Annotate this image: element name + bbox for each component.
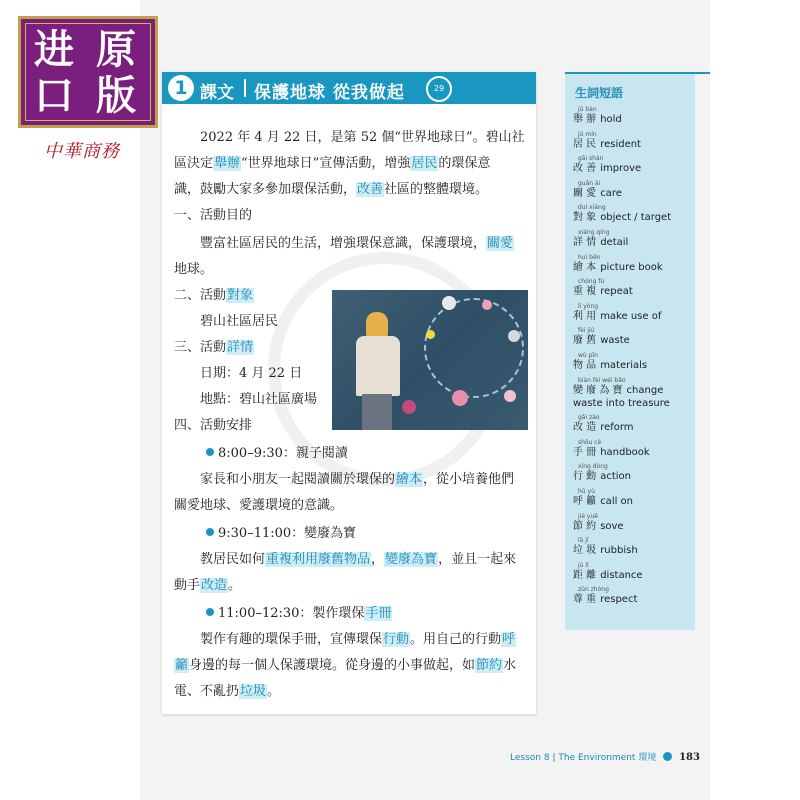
body-text-line [174,574,241,593]
body-text-line [200,548,516,567]
body-text-segment: 製作有趣的環保手冊，宣傳環保 [200,632,383,647]
vocab-chinese: 詳 情 [573,237,597,248]
vocab-highlight: 關愛 [487,236,514,251]
body-text-segment: 電、不亂扔 [174,684,240,699]
body-text-segment: 水 [503,658,517,673]
vocab-chinese: 行 動 [573,471,597,483]
vocab-entry [573,180,622,200]
vocab-line [573,334,630,347]
body-text-line [174,336,254,355]
lesson-number-badge: 1 [168,75,194,101]
vocab-highlight: 呼 [502,632,516,647]
vocab-line [573,162,641,175]
vocab-english: handbook [600,446,650,458]
vocab-entry [573,352,647,372]
body-text-segment: 的環保意 [438,156,491,171]
vocab-english: make use of [600,310,662,322]
stamp-char: 进 [34,27,74,73]
vocab-highlight: 垃圾 [240,684,267,699]
vocab-pinyin: zūn zhòng [578,586,609,594]
body-text-line [174,414,252,433]
vocab-entry [573,278,633,298]
body-text-segment: 9:30–11:00：變廢為寶 [218,526,357,541]
lesson-title: 保護地球 從我做起 [254,83,405,103]
vocab-entry [573,155,641,175]
vocab-pinyin: shǒu cè [578,438,602,446]
vocab-line [573,569,643,582]
vocab-highlight: 改造 [201,578,228,593]
body-text-line [174,152,490,171]
vocab-highlight: 繪本 [396,472,423,487]
body-text-segment: 。用自己的行動 [410,632,502,647]
bullet-dot-icon [206,448,214,456]
vocab-english: detail [600,237,629,248]
body-text-line [200,362,302,381]
body-text-line [200,310,278,329]
bullet-dot-icon [206,528,214,536]
vocab-chinese: 距 離 [573,569,597,581]
vocab-line [573,261,663,274]
vocab-chinese: 物 品 [573,360,597,371]
body-text-segment: 三、活動 [174,340,227,355]
body-text-segment: 區決定 [174,156,214,171]
vocab-entry [573,106,622,126]
body-text-segment: 日期：4 月 22 日 [200,366,303,381]
photo-object [508,330,520,342]
vocab-english: hold [600,114,622,125]
vocab-english: picture book [600,261,663,273]
schedule-item [206,602,392,621]
vocab-entry [573,131,641,151]
vocab-chinese: 居 民 [573,138,597,150]
body-text-line [174,284,254,303]
schedule-item [206,522,356,541]
body-text-segment: 。 [267,684,281,699]
vocab-line [573,384,670,397]
body-text-segment: 二、活動 [174,288,227,303]
body-text-segment: 社區的整體環境。 [384,182,489,197]
vocab-pinyin: jū mín [578,130,597,138]
vocab-highlight: 變廢為寶 [385,552,438,567]
vocab-chinese: 重 複 [573,286,597,298]
vocab-line [573,520,624,533]
vocab-highlight: 改善 [357,182,384,197]
vocab-highlight: 舉辦 [214,156,241,171]
vocab-pinyin: xiáng qíng [578,229,610,236]
body-text-segment: 8:00–9:30：親子閱讀 [218,446,348,461]
body-text-segment: 家長和小朋友一起閱讀關於環保的 [200,472,396,487]
vocab-chinese: 尊 重 [573,594,597,606]
vocab-pinyin: wù pǐn [578,352,598,359]
vocab-entry [573,562,643,582]
page-number: 183 [679,752,700,763]
vocab-pinyin: guān ài [578,179,601,187]
vocab-entry [573,377,670,410]
vocab-pinyin: chóng fù [578,278,605,286]
vocab-english: sove [600,520,624,532]
photo-object [426,330,435,339]
vocab-line [573,236,628,249]
body-text-segment: ，從小培養他們 [423,472,515,487]
vocab-pinyin: gǎi shàn [578,155,604,163]
body-text-segment: 地點：碧山社區廣場 [200,392,318,407]
vocab-entry [573,439,650,459]
schedule-item [206,442,348,461]
vocab-entry [573,463,631,483]
vocab-pinyin: xíng dòng [578,463,608,471]
vocab-english: call on [600,495,634,507]
vocab-line [573,544,638,557]
vocab-pinyin: huì běn [578,253,601,261]
vocab-entry [573,204,671,224]
body-text-line [174,654,516,673]
section-label: 課文 [200,83,234,103]
stamp-char: 原 [96,27,136,73]
vocab-english: waste [600,335,630,347]
body-text-segment: 四、活動安排 [174,418,253,433]
vocab-line [573,285,633,298]
stamp-char: 口 [34,73,74,119]
body-text-segment: 地球。 [174,262,214,277]
photo-person-legs [362,394,392,430]
vocab-line [573,211,671,224]
vocab-pinyin: jù lí [578,561,589,569]
vocab-line [573,446,650,459]
vocab-highlight: 詳情 [227,340,254,355]
vocab-chinese: 廢 舊 [573,335,597,347]
body-text-segment: 動手 [174,578,201,593]
vocab-pinyin: jǔ bàn [578,106,597,113]
vocab-chinese: 改 造 [573,422,597,434]
body-text-line [200,388,317,407]
body-text-line [174,178,488,197]
vocab-line [573,470,631,483]
vocab-english: rubbish [600,545,638,557]
body-text-segment: “世界地球日”宣傳活動，增強 [241,156,411,171]
vocab-chinese: 節 約 [573,520,597,532]
vocab-highlight: 重複利用廢舊物品 [266,552,371,567]
photo-person-head [366,312,388,338]
vocab-line [573,495,633,508]
vocab-highlight: 行動 [383,632,410,647]
body-text-segment: 豐富社區居民的生活，增強環保意識，保護環境， [200,236,487,251]
body-text-line [174,258,213,277]
body-text-segment: 教居民如何 [200,552,266,567]
audio-track-icon[interactable]: 29 [426,76,452,102]
bullet-dot-icon [206,608,214,616]
vocab-entry [573,414,634,434]
vocab-english: change [626,384,664,396]
vocab-entry [573,229,628,249]
body-text-line [200,468,514,487]
lesson-title-bar [162,72,536,104]
body-text-line [174,680,280,699]
vocab-english: materials [600,360,648,371]
vocab-highlight: 對象 [227,288,254,303]
import-original-stamp [18,16,158,128]
vocab-chinese: 改 善 [573,163,597,175]
vocab-pinyin: gǎi zào [578,414,600,422]
vocab-entry [573,327,630,347]
vocab-chinese: 利 用 [573,310,597,322]
vocab-english: repeat [600,286,633,298]
vocab-chinese: 垃 圾 [573,545,597,557]
title-divider [244,79,246,97]
body-text-segment: 關愛地球、愛護環境的意識。 [174,498,344,513]
photo-object [442,296,456,310]
vocab-chinese: 舉 辦 [573,114,597,125]
photo-object [482,300,492,310]
vocab-highlight: 手冊 [365,606,392,621]
vocab-english: distance [600,569,643,581]
vocab-highlight: 節約 [476,658,503,673]
photo-object [402,400,416,414]
vocab-entry [573,488,633,508]
vocab-pinyin: duì xiàng [578,204,606,212]
vocab-pinyin: jié yuē [578,512,598,520]
publisher-logo: 中華商務 [44,141,120,162]
vocab-pinyin: biàn fèi wéi bǎo [578,376,626,384]
photo-circle-art [424,298,524,398]
body-text-line [200,126,525,145]
body-text-line [174,204,252,223]
vocab-english: resident [600,138,641,150]
photo-object [504,390,516,402]
photo-person-body [356,336,400,396]
vocab-english: object / target [600,212,672,224]
vocab-pinyin: lā jī [578,537,589,545]
body-text-line [200,628,516,647]
footer-dot-icon [663,752,672,761]
vocab-line [573,113,622,126]
vocab-entry [573,303,661,323]
vocab-entry [573,254,663,274]
vocab-english: action [600,471,631,483]
vocabulary-panel [565,74,695,630]
vocab-entry [573,586,637,606]
vocab-chinese: 對 象 [573,212,597,224]
vocab-highlight: 籲 [175,658,189,673]
footer-lesson: Lesson 8 [510,753,550,763]
vocab-chinese: 呼 籲 [573,495,597,507]
body-text-segment: 11:00–12:30：製作環保 [218,606,365,621]
page-footer [510,750,700,763]
body-text-segment: 身邊的每一個人保護環境。從身邊的小事做起，如 [189,658,476,673]
vocab-pinyin: fèi jiù [578,327,595,335]
vocab-english-continued: waste into treasure [573,397,670,409]
lesson-photo [332,290,528,430]
body-text-segment: 識，鼓勵大家多參加環保活動， [174,182,357,197]
vocab-highlight: 居民 [411,156,438,171]
body-text-line [174,494,343,513]
lesson-card [162,72,536,714]
vocab-chinese: 關 愛 [573,187,597,199]
footer-separator: | [552,753,556,763]
vocab-line [573,421,634,434]
body-text-segment: 2022 年 4 月 22 日，是第 52 個“世界地球日”。碧山社 [200,130,525,145]
stamp-char: 版 [96,73,136,119]
vocab-entry [573,537,638,557]
vocab-english: respect [600,594,638,606]
body-text-segment: 。 [228,578,242,593]
vocab-english: reform [600,422,634,434]
vocab-line [573,138,641,151]
vocab-entry [573,513,624,533]
vocab-english: care [600,187,622,199]
photo-object [452,390,468,406]
vocab-chinese: 繪 本 [573,261,597,273]
vocab-pinyin: lì yòng [578,302,599,310]
vocab-chinese: 手 冊 [573,446,597,458]
vocab-line [573,359,647,372]
vocab-english: improve [600,163,642,175]
footer-topic-en: The Environment [558,753,636,763]
body-text-segment: 碧山社區居民 [200,314,279,329]
body-text-line [200,232,514,251]
footer-topic-zh: 環境 [638,753,657,763]
body-text-segment: ， [371,552,385,567]
vocab-chinese: 變 廢 為 寶 [573,384,623,396]
body-text-segment: ，並且一起來 [438,552,517,567]
vocab-line [573,310,661,323]
vocab-line [573,187,622,200]
vocabulary-title: 生詞短語 [575,86,624,100]
vocab-pinyin: hū yù [578,487,595,495]
vocab-line [573,593,637,606]
body-text-segment: 一、活動目的 [174,208,253,223]
